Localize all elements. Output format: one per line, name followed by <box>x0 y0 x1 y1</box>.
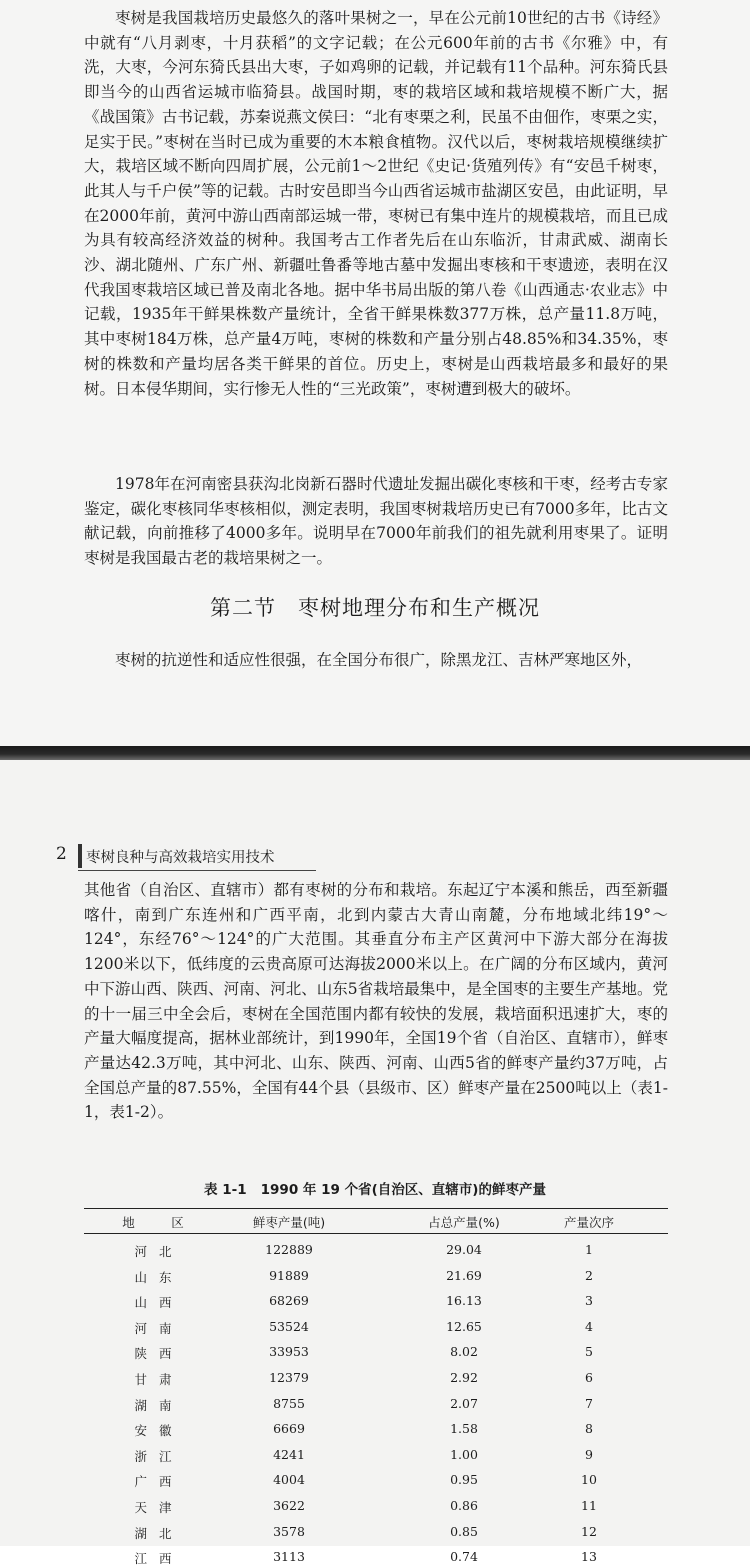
row-share: 0.74 <box>450 1549 478 1565</box>
archaeology-paragraph: 1978年在河南密县获沟北岗新石器时代遗址发掘出碳化枣核和干枣，经考古专家鉴定，碳化枣核同华枣核相似，测定表明，我国枣树栽培历史已有7000多年，比古文献记载，向前推移了4000多年。说明早在7000年前我们的祖先就利用枣果了。证明枣树是我国最古老的栽培果树之一。 <box>84 475 668 568</box>
row-output: 33953 <box>269 1344 309 1360</box>
table-top-rule <box>84 1208 668 1209</box>
row-rank: 12 <box>581 1523 597 1539</box>
row-region: 山东 <box>134 1269 184 1285</box>
row-share: 1.00 <box>450 1446 478 1462</box>
row-output: 3622 <box>273 1498 305 1513</box>
row-output: 4241 <box>273 1446 305 1462</box>
row-region: 安徽 <box>134 1423 184 1439</box>
row-region: 广西 <box>134 1474 184 1490</box>
row-output: 6669 <box>273 1421 305 1437</box>
row-share: 21.69 <box>446 1267 482 1283</box>
row-region: 河北 <box>134 1244 184 1259</box>
row-rank: 10 <box>581 1472 597 1488</box>
row-rank: 2 <box>585 1267 593 1283</box>
header-region: 地 区 <box>122 1215 196 1230</box>
row-region: 浙江 <box>134 1448 184 1464</box>
header-output: 鲜枣产量(吨) <box>252 1215 326 1230</box>
table-caption <box>0 1178 750 1198</box>
row-output: 12379 <box>269 1370 309 1385</box>
row-output: 8755 <box>273 1395 305 1411</box>
header-bar <box>78 844 82 868</box>
row-share: 8.02 <box>450 1344 478 1360</box>
row-output: 3113 <box>273 1549 305 1565</box>
book-page-bottom <box>0 760 750 1567</box>
row-region: 湖北 <box>134 1525 184 1541</box>
book-page-top <box>0 0 750 752</box>
distribution-intro-paragraph: 枣树的抗逆性和适应性很强，在全国分布很广，除黑龙江、吉林严寒地区外， <box>115 651 643 669</box>
row-share: 29.04 <box>446 1242 482 1257</box>
row-output: 53524 <box>269 1318 309 1334</box>
section-title: 第二节 枣树地理分布和生产概况 <box>210 596 540 620</box>
row-rank: 8 <box>585 1421 593 1437</box>
row-region: 天津 <box>134 1500 184 1515</box>
row-output: 3578 <box>273 1523 305 1539</box>
table-header-rule <box>84 1233 668 1234</box>
row-rank: 11 <box>581 1498 597 1513</box>
row-share: 2.07 <box>450 1395 478 1411</box>
row-output: 91889 <box>269 1267 309 1283</box>
header-share: 占总产量(%) <box>428 1215 500 1230</box>
row-rank: 6 <box>585 1370 593 1385</box>
row-share: 0.86 <box>450 1498 478 1513</box>
table-title: 1990 年 19 个省(自治区、直辖市)的鲜枣产量 <box>260 1182 546 1198</box>
row-rank: 13 <box>581 1549 597 1565</box>
row-region: 山西 <box>134 1295 184 1311</box>
row-rank: 3 <box>585 1293 593 1309</box>
row-rank: 5 <box>585 1344 593 1360</box>
book-title: 枣树良种与高效栽培实用技术 <box>86 850 275 866</box>
row-rank: 7 <box>585 1395 593 1411</box>
header-rule <box>78 870 316 871</box>
history-paragraph: 枣树是我国栽培历史最悠久的落叶果树之一，早在公元前10世纪的古书《诗经》中就有“八月剥枣，十月获稻”的文字记载；在公元600年前的古书《尔雅》中，有洗，大枣，今河东猗氏县出大枣，子如鸡卵的记载，并记载有11个品种。河东猗氏县即当今的山西省运城市临猗县。战国时期，枣的栽培区域和栽培规模不断广大，据《战国策》古书记载，苏秦说燕文侯曰：“北有枣栗之利，民虽不由佃作，枣栗之实，足实于民。”枣树在当时已成为重要的木本粮食植物。汉代以后，枣树栽培规模继续扩大，栽培区域不断向四周扩展，公元前1～2世纪《史记·货殖列传》有“安邑千树枣，此其人与千户侯”等的记载。古时安邑即当今山西省运城市盐湖区安邑，由此证明，早在2000年前，黄河中游山西南部运城一带，枣树已有集中连片的规模栽培，而且已成为具有较高经济效益的树种。我国考古工作者先后在山东临沂，甘肃武威、湖南长沙、湖北随州、广东广州、新疆吐鲁番等地古墓中发掘出枣核和干枣遗迹，表明在汉代我国枣栽培区域已普及南北各地。据中华书局出版的第八卷《山西通志·农业志》中记载，1935年干鲜果株数产量统计，全省干鲜果株数377万株，总产量11.8万吨，其中枣树184万株，总产量4万吨，枣树的株数和产量分别占48.85%和34.35%，枣树的株数和产量均居各类干鲜果的首位。历史上，枣树是山西栽培最多和最好的果树。日本侵华期间，实行惨无人性的“三光政策”，枣树遭到极大的破坏。 <box>84 9 668 398</box>
running-header <box>56 844 316 874</box>
row-output: 4004 <box>273 1472 305 1488</box>
row-share: 12.65 <box>446 1318 482 1334</box>
table-number: 表 1-1 <box>204 1182 247 1198</box>
row-region: 河南 <box>134 1320 184 1336</box>
row-share: 0.85 <box>450 1523 478 1539</box>
row-output: 68269 <box>269 1293 309 1309</box>
row-region: 陕西 <box>134 1346 184 1362</box>
row-rank: 9 <box>585 1446 593 1462</box>
header-rank: 产量次序 <box>563 1215 614 1230</box>
row-output: 122889 <box>265 1242 313 1257</box>
distribution-paragraph: 其他省（自治区、直辖市）都有枣树的分布和栽培。东起辽宁本溪和熊岳，西至新疆喀什，南到广东连州和广西平南，北到内蒙古大青山南麓，分布地域北纬19°～124°，东经76°～124°的广大范围。其垂直分布主产区黄河中下游大部分在海拔1200米以下，低纬度的云贵高原可达海拔2000米以上。在广阔的分布区域内，黄河中下游山西、陕西、河南、河北、山东5省栽培最集中，是全国枣的主要生产基地。党的十一届三中全会后，枣树在全国范围内都有较快的发展，栽培面积迅速扩大，枣的产量大幅度提高，据林业部统计，到1990年，全国19个省（自治区、直辖市），鲜枣产量达42.3万吨，其中河北、山东、陕西、河南、山西5省的鲜枣产量约37万吨，占全国总产量的87.55%，全国有44个县（县级市、区）鲜枣产量在2500吨以上（表1-1，表1-2）。 <box>84 881 668 1122</box>
page-number: 2 <box>56 844 67 864</box>
row-region: 江西 <box>134 1551 184 1567</box>
row-region: 湖南 <box>134 1397 184 1413</box>
row-region: 甘肃 <box>134 1372 184 1387</box>
row-share: 0.95 <box>450 1472 478 1488</box>
row-rank: 1 <box>585 1242 593 1257</box>
row-share: 16.13 <box>446 1293 482 1309</box>
row-share: 1.58 <box>450 1421 478 1437</box>
row-rank: 4 <box>585 1318 593 1334</box>
row-share: 2.92 <box>450 1370 478 1385</box>
